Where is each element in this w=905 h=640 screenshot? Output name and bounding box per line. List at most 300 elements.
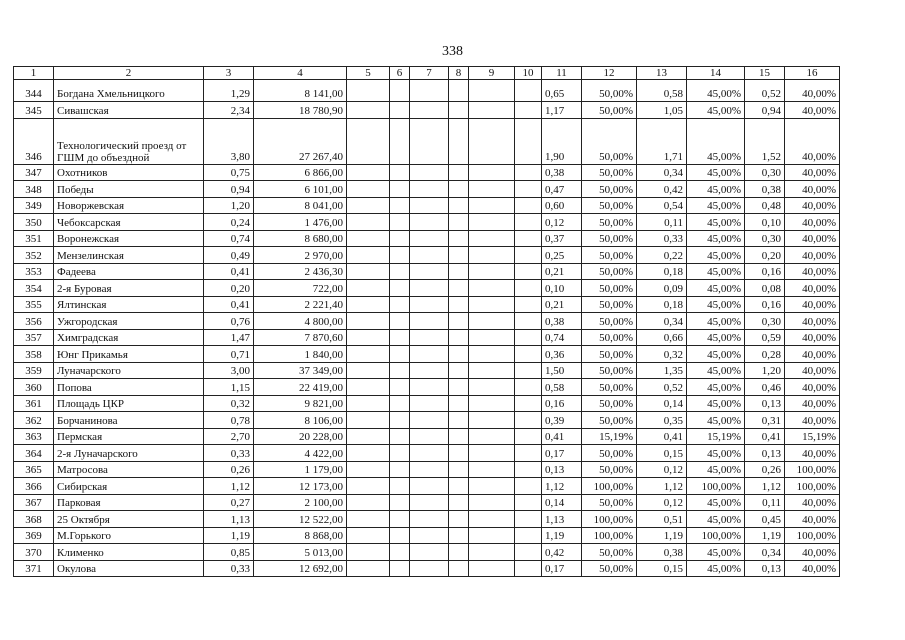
table-cell: 1,19 xyxy=(637,527,687,544)
table-cell: 1,90 xyxy=(542,118,582,164)
table-cell: 0,12 xyxy=(542,214,582,231)
table-cell xyxy=(390,395,410,412)
street-name-cell: Борчанинова xyxy=(54,412,204,429)
table-cell xyxy=(469,164,515,181)
table-cell: 0,18 xyxy=(637,263,687,280)
table-cell: 1,13 xyxy=(542,511,582,528)
table-cell: 50,00% xyxy=(582,379,637,396)
table-cell xyxy=(515,379,542,396)
table-cell: 45,00% xyxy=(687,181,745,198)
table-cell: 45,00% xyxy=(687,445,745,462)
table-cell xyxy=(390,181,410,198)
table-cell xyxy=(449,329,469,346)
table-cell: 0,37 xyxy=(542,230,582,247)
table-cell: 45,00% xyxy=(687,102,745,119)
table-cell: 100,00% xyxy=(785,461,840,478)
table-cell: 2 221,40 xyxy=(254,296,347,313)
table-cell xyxy=(347,346,390,363)
table-cell xyxy=(390,362,410,379)
table-cell: 50,00% xyxy=(582,445,637,462)
table-cell xyxy=(410,379,449,396)
column-header: 4 xyxy=(254,67,347,80)
table-cell xyxy=(515,214,542,231)
table-cell: 7 870,60 xyxy=(254,329,347,346)
table-cell xyxy=(515,164,542,181)
column-header: 12 xyxy=(582,67,637,80)
table-cell: 40,00% xyxy=(785,329,840,346)
table-cell: 45,00% xyxy=(687,494,745,511)
table-cell: 0,32 xyxy=(204,395,254,412)
table-cell: 12 173,00 xyxy=(254,478,347,495)
table-cell xyxy=(347,544,390,561)
table-cell xyxy=(410,214,449,231)
table-cell: 0,52 xyxy=(637,379,687,396)
table-cell: 0,30 xyxy=(745,230,785,247)
table-cell xyxy=(449,379,469,396)
table-cell xyxy=(410,102,449,119)
table-row xyxy=(14,379,840,396)
row-number-cell: 346 xyxy=(14,118,54,164)
table-cell xyxy=(390,445,410,462)
row-number-cell: 357 xyxy=(14,329,54,346)
table-cell: 40,00% xyxy=(785,296,840,313)
row-number-cell: 355 xyxy=(14,296,54,313)
table-cell: 45,00% xyxy=(687,118,745,164)
table-cell: 27 267,40 xyxy=(254,118,347,164)
row-number-cell: 354 xyxy=(14,280,54,297)
row-number-cell: 368 xyxy=(14,511,54,528)
table-cell xyxy=(347,164,390,181)
table-cell: 1,12 xyxy=(745,478,785,495)
table-row xyxy=(14,102,840,119)
table-row xyxy=(14,313,840,330)
table-cell: 0,74 xyxy=(204,230,254,247)
table-cell xyxy=(410,230,449,247)
table-cell: 0,21 xyxy=(542,263,582,280)
table-cell xyxy=(390,560,410,577)
table-cell: 0,30 xyxy=(745,164,785,181)
table-cell xyxy=(449,478,469,495)
table-cell: 722,00 xyxy=(254,280,347,297)
table-cell: 0,35 xyxy=(637,412,687,429)
table-cell xyxy=(449,230,469,247)
table-cell xyxy=(390,412,410,429)
row-number-cell: 370 xyxy=(14,544,54,561)
row-number-cell: 365 xyxy=(14,461,54,478)
row-number-cell: 348 xyxy=(14,181,54,198)
table-cell xyxy=(449,494,469,511)
table-row xyxy=(14,214,840,231)
table-cell: 0,09 xyxy=(637,280,687,297)
column-header: 7 xyxy=(410,67,449,80)
table-cell: 0,13 xyxy=(745,560,785,577)
table-cell xyxy=(449,102,469,119)
table-row xyxy=(14,329,840,346)
table-cell xyxy=(347,527,390,544)
table-row xyxy=(14,280,840,297)
table-cell xyxy=(410,560,449,577)
table-cell: 1,05 xyxy=(637,102,687,119)
table-cell: 45,00% xyxy=(687,379,745,396)
table-cell xyxy=(515,478,542,495)
data-table xyxy=(13,66,840,577)
row-number-cell: 351 xyxy=(14,230,54,247)
table-cell: 40,00% xyxy=(785,313,840,330)
table-cell: 40,00% xyxy=(785,247,840,264)
table-cell xyxy=(390,478,410,495)
row-number-cell: 356 xyxy=(14,313,54,330)
table-cell: 0,38 xyxy=(542,164,582,181)
table-cell: 1,19 xyxy=(542,527,582,544)
table-cell: 0,11 xyxy=(637,214,687,231)
table-cell: 0,21 xyxy=(542,296,582,313)
table-cell: 40,00% xyxy=(785,494,840,511)
row-number-cell: 362 xyxy=(14,412,54,429)
column-header: 9 xyxy=(469,67,515,80)
table-cell: 0,16 xyxy=(745,296,785,313)
street-name-cell: Матросова xyxy=(54,461,204,478)
table-cell: 45,00% xyxy=(687,511,745,528)
table-cell xyxy=(449,296,469,313)
column-header: 11 xyxy=(542,67,582,80)
table-cell xyxy=(390,247,410,264)
table-row xyxy=(14,118,840,164)
table-cell xyxy=(390,280,410,297)
table-cell: 40,00% xyxy=(785,544,840,561)
table-cell xyxy=(515,544,542,561)
street-name-cell: Окулова xyxy=(54,560,204,577)
row-number-cell: 359 xyxy=(14,362,54,379)
table-cell: 45,00% xyxy=(687,313,745,330)
table-cell: 45,00% xyxy=(687,544,745,561)
table-cell: 1,20 xyxy=(745,362,785,379)
table-cell xyxy=(390,164,410,181)
table-cell xyxy=(449,527,469,544)
table-cell: 20 228,00 xyxy=(254,428,347,445)
table-cell: 0,26 xyxy=(745,461,785,478)
table-cell: 1,12 xyxy=(542,478,582,495)
street-name-cell: М.Горького xyxy=(54,527,204,544)
table-cell: 0,45 xyxy=(745,511,785,528)
table-cell xyxy=(410,478,449,495)
table-cell xyxy=(515,263,542,280)
row-number-cell: 347 xyxy=(14,164,54,181)
table-cell xyxy=(515,80,542,102)
table-cell xyxy=(347,395,390,412)
column-header: 10 xyxy=(515,67,542,80)
table-cell xyxy=(390,313,410,330)
table-cell: 0,46 xyxy=(745,379,785,396)
table-cell: 0,11 xyxy=(745,494,785,511)
table-cell: 0,42 xyxy=(637,181,687,198)
table-cell: 12 692,00 xyxy=(254,560,347,577)
table-cell: 40,00% xyxy=(785,118,840,164)
table-cell: 0,42 xyxy=(542,544,582,561)
table-cell xyxy=(347,197,390,214)
row-number-cell: 361 xyxy=(14,395,54,412)
table-row xyxy=(14,164,840,181)
table-cell xyxy=(469,280,515,297)
table-cell: 0,34 xyxy=(637,164,687,181)
table-cell xyxy=(410,118,449,164)
table-cell xyxy=(347,560,390,577)
table-row xyxy=(14,296,840,313)
table-cell xyxy=(390,379,410,396)
table-cell: 45,00% xyxy=(687,164,745,181)
table-cell: 45,00% xyxy=(687,329,745,346)
table-cell xyxy=(469,445,515,462)
table-cell xyxy=(449,560,469,577)
table-cell: 45,00% xyxy=(687,280,745,297)
row-number-cell: 350 xyxy=(14,214,54,231)
table-cell: 0,48 xyxy=(745,197,785,214)
table-cell: 8 868,00 xyxy=(254,527,347,544)
table-cell: 0,54 xyxy=(637,197,687,214)
table-cell: 40,00% xyxy=(785,560,840,577)
table-cell xyxy=(410,461,449,478)
table-cell xyxy=(410,412,449,429)
table-cell xyxy=(390,346,410,363)
row-number-cell: 360 xyxy=(14,379,54,396)
table-cell xyxy=(515,395,542,412)
table-cell: 50,00% xyxy=(582,118,637,164)
table-cell: 1,29 xyxy=(204,80,254,102)
row-number-cell: 364 xyxy=(14,445,54,462)
table-cell xyxy=(410,511,449,528)
table-cell xyxy=(449,313,469,330)
table-cell xyxy=(515,527,542,544)
column-header: 6 xyxy=(390,67,410,80)
table-row xyxy=(14,544,840,561)
table-cell: 0,38 xyxy=(745,181,785,198)
table-cell xyxy=(469,197,515,214)
table-cell: 12 522,00 xyxy=(254,511,347,528)
row-number-cell: 367 xyxy=(14,494,54,511)
column-header: 16 xyxy=(785,67,840,80)
table-cell: 45,00% xyxy=(687,80,745,102)
table-cell: 0,65 xyxy=(542,80,582,102)
table-cell: 45,00% xyxy=(687,263,745,280)
table-cell xyxy=(515,197,542,214)
table-cell: 2,34 xyxy=(204,102,254,119)
table-cell: 0,74 xyxy=(542,329,582,346)
table-cell: 40,00% xyxy=(785,445,840,462)
table-cell xyxy=(390,118,410,164)
table-cell: 45,00% xyxy=(687,395,745,412)
table-cell xyxy=(515,296,542,313)
table-cell: 0,49 xyxy=(204,247,254,264)
table-cell xyxy=(469,118,515,164)
table-cell xyxy=(390,544,410,561)
table-cell xyxy=(515,181,542,198)
table-cell: 0,41 xyxy=(204,296,254,313)
table-row xyxy=(14,346,840,363)
table-cell xyxy=(449,412,469,429)
table-cell: 50,00% xyxy=(582,214,637,231)
street-name-cell: Сибирская xyxy=(54,478,204,495)
table-cell: 1,15 xyxy=(204,379,254,396)
table-cell: 1,17 xyxy=(542,102,582,119)
table-cell xyxy=(449,263,469,280)
table-cell xyxy=(449,445,469,462)
table-cell: 50,00% xyxy=(582,560,637,577)
table-cell: 40,00% xyxy=(785,346,840,363)
street-name-cell: Мензелинская xyxy=(54,247,204,264)
table-cell xyxy=(390,263,410,280)
table-cell xyxy=(449,461,469,478)
table-cell: 40,00% xyxy=(785,197,840,214)
table-cell: 1,71 xyxy=(637,118,687,164)
table-cell: 0,13 xyxy=(745,395,785,412)
street-name-cell: Технологический проезд от ГШМ до объездной xyxy=(54,118,204,164)
column-header: 2 xyxy=(54,67,204,80)
table-cell xyxy=(515,511,542,528)
table-cell: 6 866,00 xyxy=(254,164,347,181)
table-cell: 50,00% xyxy=(582,164,637,181)
street-name-cell: 25 Октября xyxy=(54,511,204,528)
table-cell: 0,20 xyxy=(745,247,785,264)
table-cell xyxy=(449,181,469,198)
table-cell xyxy=(469,379,515,396)
table-cell: 50,00% xyxy=(582,80,637,102)
table-cell xyxy=(390,461,410,478)
row-number-cell: 363 xyxy=(14,428,54,445)
table-cell: 100,00% xyxy=(785,527,840,544)
table-cell xyxy=(347,313,390,330)
table-cell: 1,12 xyxy=(204,478,254,495)
street-name-cell: Ужгородская xyxy=(54,313,204,330)
table-cell xyxy=(515,428,542,445)
table-cell xyxy=(410,494,449,511)
table-cell: 0,32 xyxy=(637,346,687,363)
table-cell: 100,00% xyxy=(582,478,637,495)
row-number-cell: 349 xyxy=(14,197,54,214)
table-cell: 40,00% xyxy=(785,362,840,379)
table-cell: 0,52 xyxy=(745,80,785,102)
table-cell: 0,47 xyxy=(542,181,582,198)
table-cell: 0,10 xyxy=(745,214,785,231)
table-header xyxy=(14,67,840,80)
table-cell xyxy=(469,362,515,379)
table-cell: 0,24 xyxy=(204,214,254,231)
street-name-cell: Пермская xyxy=(54,428,204,445)
table-row xyxy=(14,181,840,198)
table-row xyxy=(14,412,840,429)
table-cell xyxy=(469,214,515,231)
table-cell: 2 970,00 xyxy=(254,247,347,264)
table-cell xyxy=(469,263,515,280)
column-header: 13 xyxy=(637,67,687,80)
table-cell xyxy=(449,346,469,363)
street-name-cell: Ялтинская xyxy=(54,296,204,313)
table-cell: 0,15 xyxy=(637,445,687,462)
table-cell: 40,00% xyxy=(785,181,840,198)
table-cell xyxy=(410,80,449,102)
table-cell: 0,34 xyxy=(637,313,687,330)
table-cell: 50,00% xyxy=(582,263,637,280)
table-cell: 40,00% xyxy=(785,102,840,119)
table-cell: 18 780,90 xyxy=(254,102,347,119)
row-number-cell: 352 xyxy=(14,247,54,264)
table-cell: 0,66 xyxy=(637,329,687,346)
table-cell xyxy=(469,478,515,495)
table-cell: 0,08 xyxy=(745,280,785,297)
table-cell: 0,41 xyxy=(204,263,254,280)
table-row xyxy=(14,362,840,379)
table-cell: 45,00% xyxy=(687,412,745,429)
street-name-cell: 2-я Буровая xyxy=(54,280,204,297)
table-cell: 40,00% xyxy=(785,214,840,231)
table-cell: 50,00% xyxy=(582,544,637,561)
table-row xyxy=(14,197,840,214)
table-cell xyxy=(449,247,469,264)
column-header: 14 xyxy=(687,67,745,80)
table-cell: 9 821,00 xyxy=(254,395,347,412)
street-name-cell: Парковая xyxy=(54,494,204,511)
table-cell xyxy=(469,346,515,363)
table-cell: 50,00% xyxy=(582,230,637,247)
table-cell: 50,00% xyxy=(582,296,637,313)
table-cell xyxy=(410,329,449,346)
table-cell xyxy=(347,511,390,528)
table-cell xyxy=(469,511,515,528)
table-cell xyxy=(469,527,515,544)
table-cell xyxy=(469,461,515,478)
table-cell: 0,28 xyxy=(745,346,785,363)
table-cell xyxy=(469,313,515,330)
row-number-cell: 345 xyxy=(14,102,54,119)
street-name-cell: Новоржевская xyxy=(54,197,204,214)
table-cell xyxy=(449,280,469,297)
table-cell: 0,26 xyxy=(204,461,254,478)
table-cell: 50,00% xyxy=(582,102,637,119)
table-cell xyxy=(515,494,542,511)
table-cell xyxy=(347,329,390,346)
table-cell xyxy=(347,494,390,511)
table-cell xyxy=(469,560,515,577)
table-cell: 45,00% xyxy=(687,214,745,231)
table-cell xyxy=(469,247,515,264)
table-cell xyxy=(449,80,469,102)
table-cell xyxy=(347,296,390,313)
street-name-cell: Богдана Хмельницкого xyxy=(54,80,204,102)
table-cell: 0,27 xyxy=(204,494,254,511)
street-name-cell: Фадеева xyxy=(54,263,204,280)
row-number-cell: 358 xyxy=(14,346,54,363)
table-cell: 0,36 xyxy=(542,346,582,363)
table-cell: 0,13 xyxy=(745,445,785,462)
table-cell: 1,19 xyxy=(204,527,254,544)
table-cell xyxy=(449,395,469,412)
table-cell: 5 013,00 xyxy=(254,544,347,561)
table-cell: 1 179,00 xyxy=(254,461,347,478)
table-cell xyxy=(347,118,390,164)
table-cell xyxy=(347,280,390,297)
table-cell xyxy=(515,362,542,379)
table-cell: 0,38 xyxy=(542,313,582,330)
table-cell xyxy=(347,362,390,379)
table-cell: 45,00% xyxy=(687,461,745,478)
table-cell: 22 419,00 xyxy=(254,379,347,396)
table-cell xyxy=(449,164,469,181)
table-cell: 0,39 xyxy=(542,412,582,429)
table-cell: 0,51 xyxy=(637,511,687,528)
table-cell xyxy=(347,214,390,231)
table-cell: 0,41 xyxy=(745,428,785,445)
table-cell: 0,25 xyxy=(542,247,582,264)
table-cell: 45,00% xyxy=(687,362,745,379)
table-cell xyxy=(410,247,449,264)
